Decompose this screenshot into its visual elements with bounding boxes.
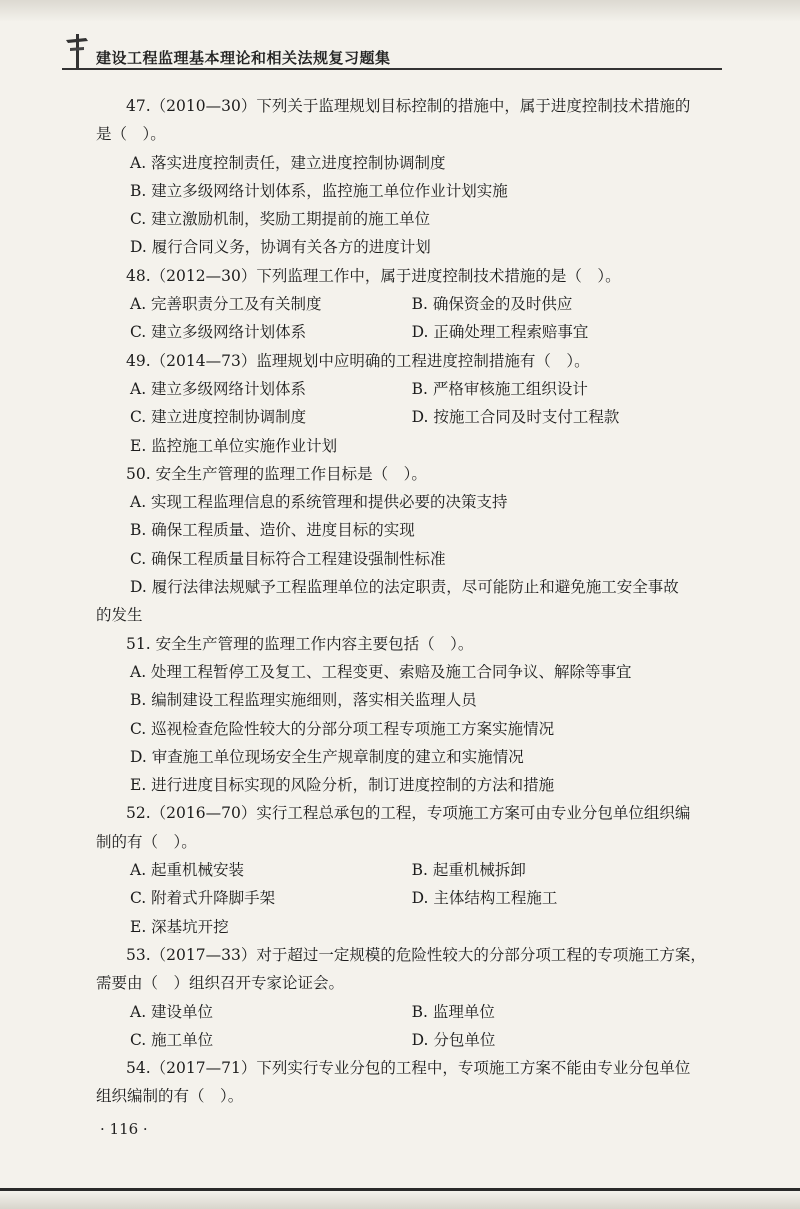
option: B. 严格审核施工组织设计	[411, 379, 588, 398]
option: A. 实现工程监理信息的系统管理和提供必要的决策支持	[130, 493, 508, 512]
option: E. 进行进度目标实现的风险分析，制订进度控制的方法和措施	[130, 776, 555, 795]
option: D. 审查施工单位现场安全生产规章制度的建立和实施情况	[130, 747, 524, 766]
question-stem-cont: 组织编制的有（ ）。	[96, 1087, 244, 1106]
option: B. 编制建设工程监理实施细则，落实相关监理人员	[130, 691, 477, 710]
page-top-edge	[0, 0, 800, 22]
option-row	[96, 290, 724, 318]
question-stem: 54.（2017—71）下列实行专业分包的工程中，专项施工方案不能由专业分包单位	[126, 1059, 691, 1078]
option: B. 监理单位	[411, 1002, 495, 1021]
option: C. 建立多级网络计划体系	[130, 323, 307, 342]
option-row	[96, 884, 724, 912]
question-stem-cont: 是（ ）。	[96, 125, 166, 144]
option-row	[96, 1026, 724, 1054]
page-number: · 116 ·	[100, 1120, 148, 1138]
option: A. 处理工程暂停工及复工、工程变更、索赔及施工合同争议、解除等事宜	[130, 662, 632, 681]
option: A. 建设单位	[130, 1002, 214, 1021]
option: C. 建立激励机制，奖励工期提前的施工单位	[130, 210, 431, 229]
option-cont: 的发生	[96, 606, 143, 625]
option-row	[96, 318, 724, 346]
question-stem: 48.（2012—30）下列监理工作中，属于进度控制技术措施的是（ ）。	[126, 266, 621, 285]
question-stem-cont: 需要由（ ）组织召开专家论证会。	[96, 974, 345, 993]
question-stem: 51. 安全生产管理的监理工作内容主要包括（ ）。	[126, 634, 474, 653]
running-header	[62, 30, 722, 70]
option-row	[96, 403, 724, 431]
signpost-logo-icon	[62, 30, 92, 70]
question-stem: 47.（2010—30）下列关于监理规划目标控制的措施中，属于进度控制技术措施的	[126, 97, 691, 115]
option: C. 附着式升降脚手架	[130, 889, 276, 908]
option-row	[96, 856, 724, 884]
option: D. 主体结构工程施工	[411, 889, 558, 908]
option: C. 确保工程质量目标符合工程建设强制性标准	[130, 549, 446, 568]
option: B. 建立多级网络计划体系，监控施工单位作业计划实施	[130, 181, 508, 200]
option: D. 按施工合同及时支付工程款	[411, 408, 620, 427]
option: A. 落实进度控制责任，建立进度控制协调制度	[130, 153, 446, 172]
option: B. 确保资金的及时供应	[411, 295, 573, 314]
question-stem-cont: 制的有（ ）。	[96, 832, 197, 851]
option: B. 起重机械拆卸	[411, 861, 526, 880]
option: C. 巡视检查危险性较大的分部分项工程专项施工方案实施情况	[130, 719, 555, 738]
question-stem: 53.（2017—33）对于超过一定规模的危险性较大的分部分项工程的专项施工方案，	[126, 945, 706, 964]
option: D. 履行法律法规赋予工程监理单位的法定职责，尽可能防止和避免施工安全事故	[130, 578, 679, 597]
option: D. 履行合同义务，协调有关各方的进度计划	[130, 238, 431, 257]
option: A. 建立多级网络计划体系	[130, 379, 307, 398]
option: D. 正确处理工程索赔事宜	[411, 323, 589, 342]
option: E. 深基坑开挖	[130, 917, 229, 936]
option: B. 确保工程质量、造价、进度目标的实现	[130, 521, 415, 540]
header-rule	[62, 68, 722, 70]
option-row	[96, 375, 724, 403]
question-stem: 50. 安全生产管理的监理工作目标是（ ）。	[126, 464, 427, 483]
page-bottom-edge	[0, 1191, 800, 1209]
option: A. 完善职责分工及有关制度	[130, 295, 322, 314]
question-stem: 49.（2014—73）监理规划中应明确的工程进度控制措施有（ ）。	[126, 351, 590, 370]
option-row	[96, 998, 724, 1026]
option: D. 分包单位	[411, 1030, 496, 1049]
question-stem: 52.（2016—70）实行工程总承包的工程，专项施工方案可由专业分包单位组织编	[126, 804, 691, 823]
option: C. 施工单位	[130, 1030, 214, 1049]
option: A. 起重机械安装	[130, 861, 245, 880]
option: C. 建立进度控制协调制度	[130, 408, 307, 427]
question-content	[96, 92, 724, 1111]
option: E. 监控施工单位实施作业计划	[130, 436, 338, 455]
book-title: 建设工程监理基本理论和相关法规复习题集	[96, 49, 391, 67]
